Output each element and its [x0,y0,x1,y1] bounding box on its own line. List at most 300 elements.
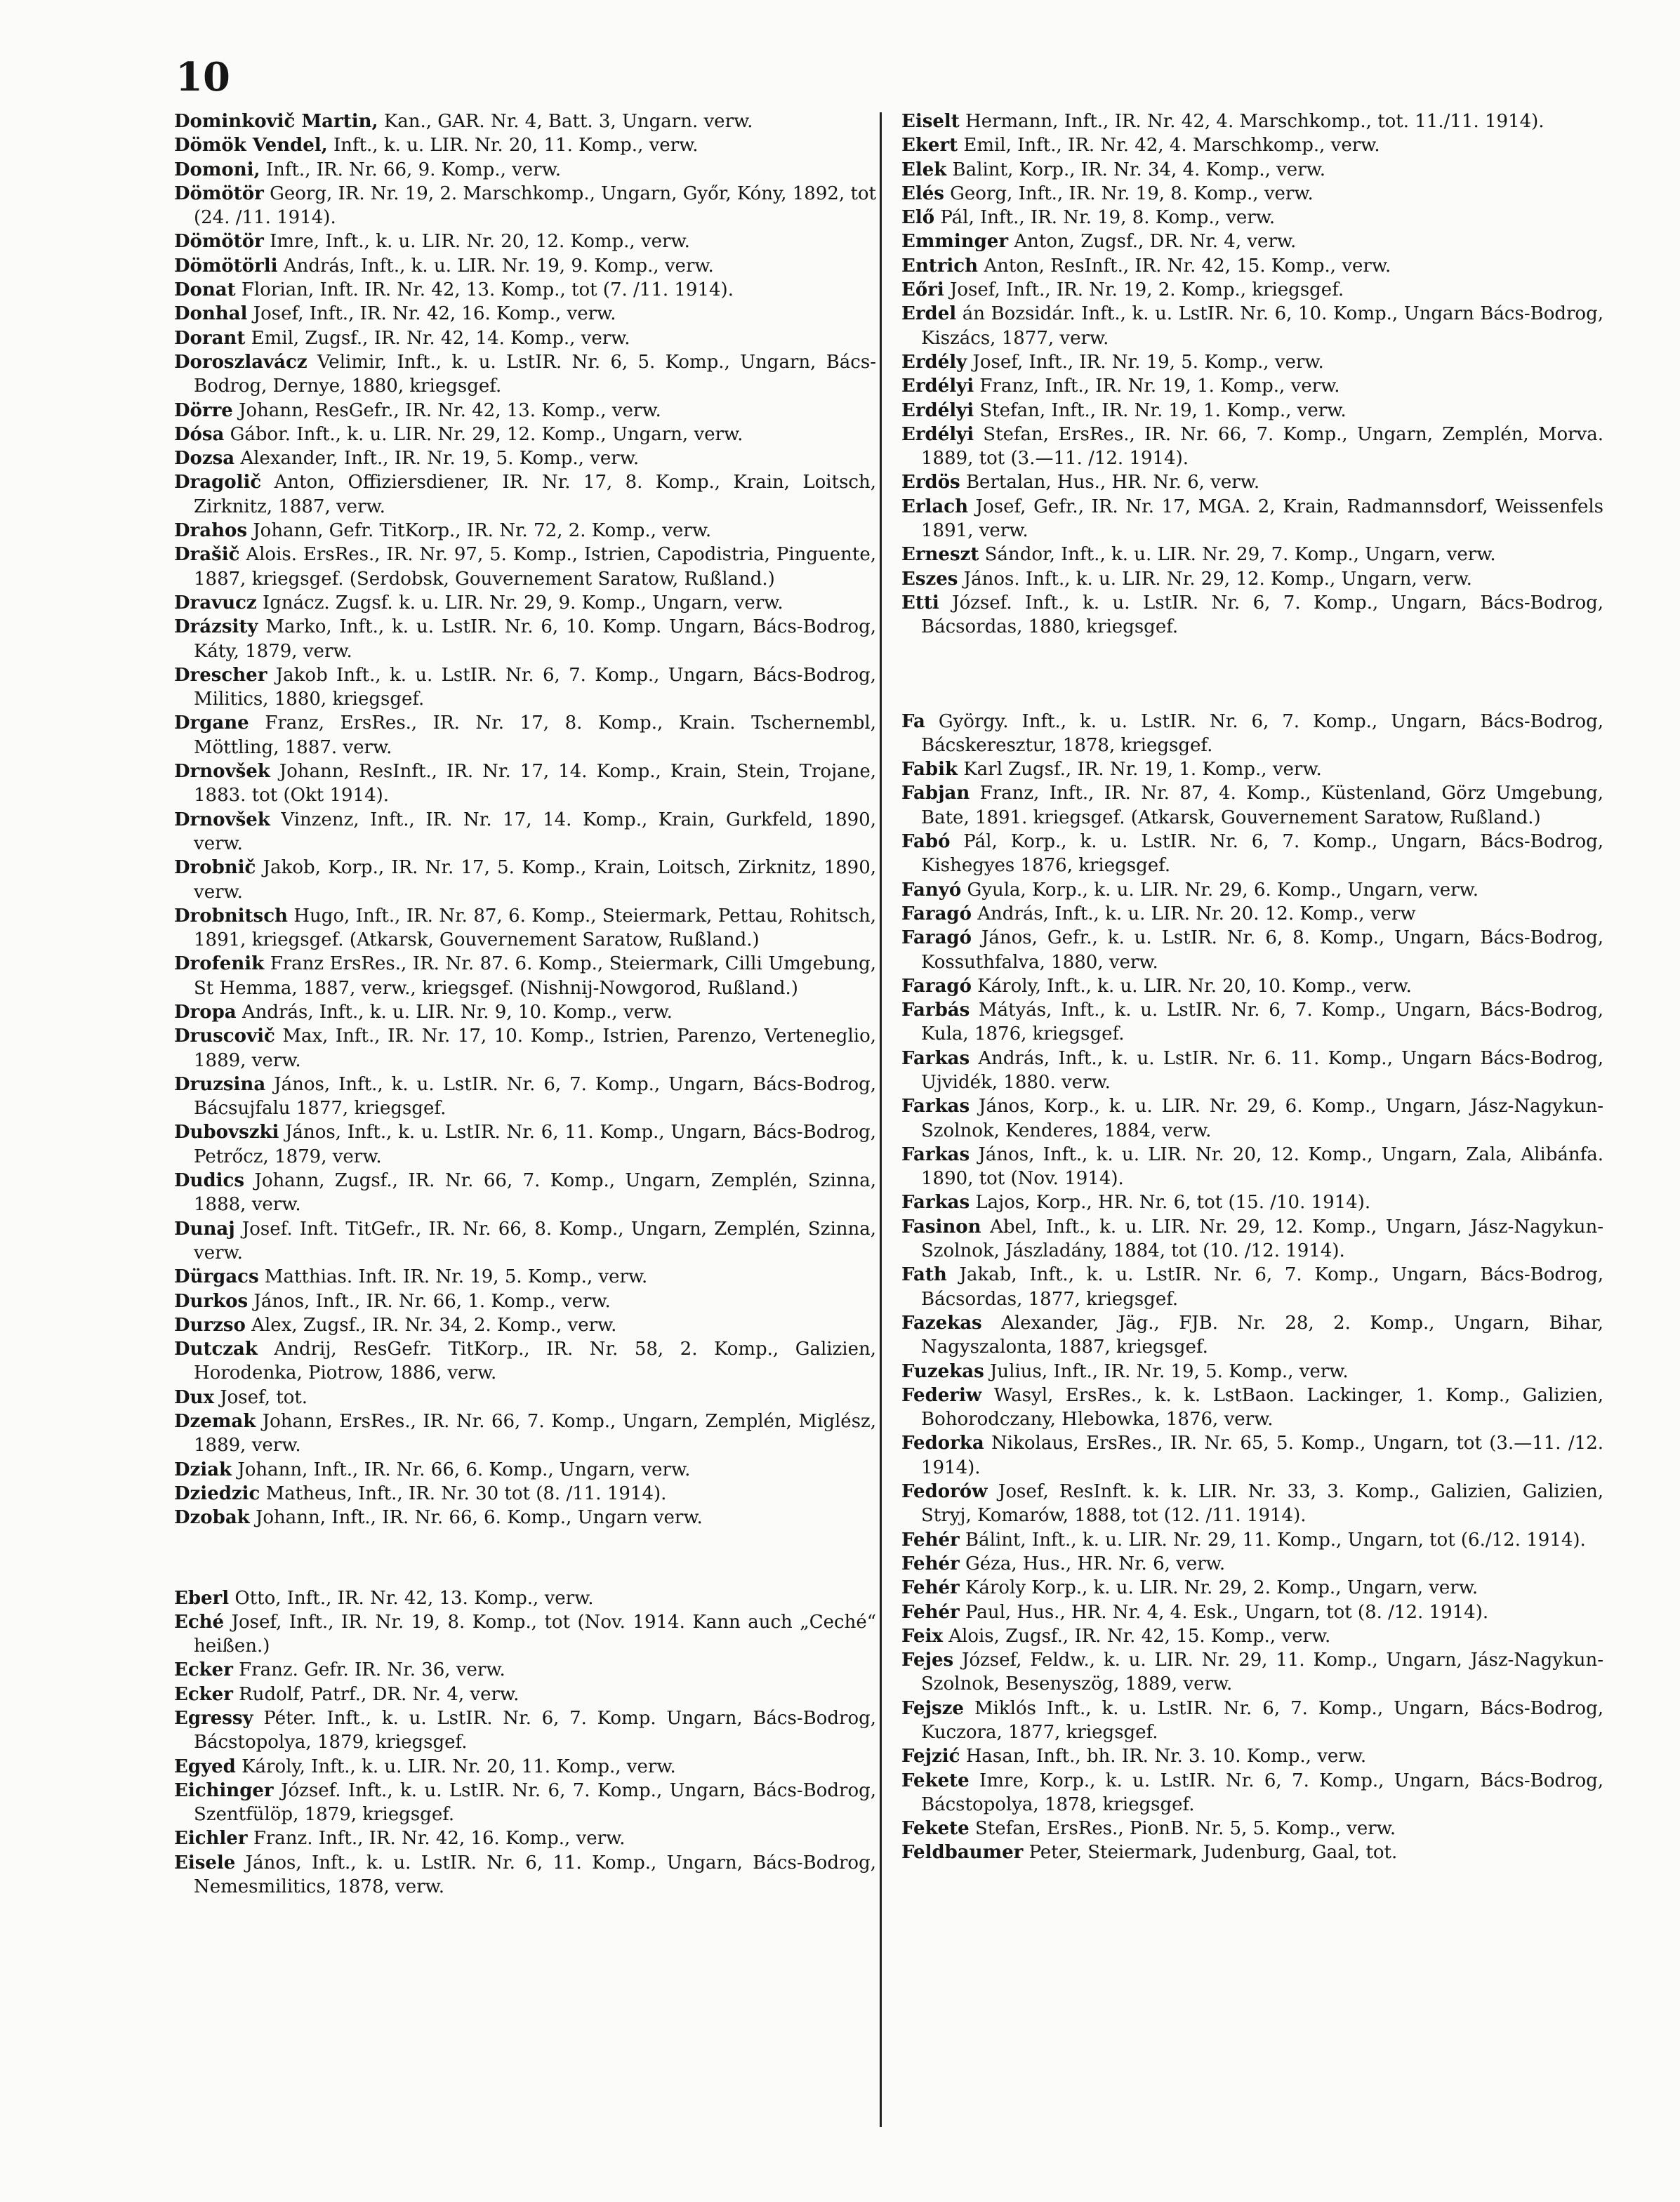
register-entry [901,710,1603,758]
entry-details: Franz. Gefr. IR. Nr. 36, verw. [239,1659,505,1681]
entry-details: Matheus, Inft., IR. Nr. 30 tot (8. /11. 1914). [265,1483,667,1504]
register-entry [174,711,876,760]
entry-surname: Dömötör [174,231,264,253]
section-gap [901,639,1603,710]
register-entry [901,1431,1603,1480]
entry-surname: Dörre [174,399,233,421]
register-entry [901,1769,1603,1817]
entry-surname: Fehér [901,1553,960,1574]
entry-details: Franz. Inft., IR. Nr. 42, 16. Komp., verw. [253,1828,626,1850]
register-entry [174,1610,876,1659]
entry-details: Karl Zugsf., IR. Nr. 19, 1. Komp., verw. [963,759,1322,781]
entry-details: Andrij, ResGefr. TitKorp., IR. Nr. 58, 2. Komp., Galizien, Horodenka, Piotrow, 1886, verw. [194,1339,877,1384]
register-entry [174,808,876,856]
entry-surname: Dropa [174,1001,237,1023]
entry-surname: Farbás [901,1000,970,1021]
register-entry [174,1289,876,1313]
entry-surname: Erlach [901,496,968,517]
entry-surname: Farkas [901,1047,970,1069]
entry-surname: Faragó [901,927,972,949]
entry-details: Stefan, Inft., IR. Nr. 19, 1. Komp., verw. [979,399,1347,421]
entry-surname: Dömötörli [174,255,278,277]
entry-details: Otto, Inft., IR. Nr. 42, 13. Komp., verw. [234,1587,594,1609]
entry-surname: Dzobak [174,1507,250,1529]
entry-details: Georg, Inft., IR. Nr. 19, 8. Komp., verw. [950,183,1314,204]
register-entry [901,495,1603,543]
register-entry [901,1311,1603,1360]
entry-surname: Dürgacs [174,1266,259,1288]
register-entry [174,1826,876,1850]
entry-surname: Drobnitsch [174,905,288,927]
entry-details: Paul, Hus., HR. Nr. 4, 4. Esk., Ungarn, tot (8. /12. 1914). [965,1601,1489,1623]
entry-surname: Erdélyi [901,376,974,397]
entry-surname: Fehér [901,1601,960,1623]
register-entry [174,254,876,278]
entry-surname: Erneszt [901,544,979,566]
entry-surname: Fekete [901,1770,970,1791]
register-entry [174,1755,876,1779]
entry-surname: Fedorów [901,1481,988,1503]
column-divider [880,112,882,2127]
entry-details: András, Inft., k. u. LIR. Nr. 9, 10. Komp., verw. [242,1001,673,1023]
entry-surname: Eisele [174,1852,236,1873]
register-entry [901,543,1603,566]
entry-surname: Dragolič [174,472,262,493]
register-entry [174,1265,876,1289]
register-entry [901,1480,1603,1528]
register-entry [174,133,876,157]
entry-details: Mátyás, Inft., k. u. LstIR. Nr. 6, 7. Komp., Ungarn, Bács-Bodrog, Kula, 1876, kriegsgef. [921,1000,1603,1045]
register-entry [901,1143,1603,1191]
entry-details: János, Inft., k. u. LstIR. Nr. 6, 7. Komp., Ungarn, Bács-Bodrog, Bácsujfalu 1877, kriegsgef. [194,1073,877,1120]
register-entry [901,1263,1603,1311]
entry-details: János, Inft., k. u. LIR. Nr. 20, 12. Komp., Ungarn, Zala, Alibánfa. 1890, tot (Nov. 1914). [921,1143,1603,1190]
register-entry [901,591,1603,639]
entry-details: Sándor, Inft., k. u. LIR. Nr. 29, 7. Komp., Ungarn, verw. [984,544,1496,566]
entry-details: Imre, Korp., k. u. LstIR. Nr. 6, 7. Komp., Ungarn, Bács-Bodrog, Bácstopolya, 1878, kriegsgef. [921,1770,1604,1815]
entry-surname: Fekete [901,1818,970,1840]
entry-surname: Dravucz [174,592,257,613]
entry-details: Géza, Hus., HR. Nr. 6, verw. [965,1553,1226,1574]
entry-details: József. Inft., k. u. LstIR. Nr. 6, 7. Komp., Ungarn, Bács-Bodrog, Bácsordas, 1880, kriegsgef. [921,592,1604,638]
entry-surname: Drnovšek [174,809,270,830]
register-entry [901,1047,1603,1095]
entry-details: Abel, Inft., k. u. LIR. Nr. 29, 12. Komp., Ungarn, Jász-Nagykun-Szolnok, Jászladány, 1884, tot (10. /12. 1914). [921,1216,1603,1262]
entry-surname: Farkas [901,1143,970,1165]
entry-surname: Fanyó [901,879,962,901]
register-entry [174,663,876,712]
entry-details: Marko, Inft., k. u. LstIR. Nr. 6, 10. Komp. Ungarn, Bács-Bodrog, Káty, 1879, verw. [194,616,876,662]
entry-surname: Fa [901,710,925,732]
entry-surname: Drescher [174,664,267,686]
entry-details: Josef, Inft., IR. Nr. 42, 16. Komp., verw. [253,303,616,325]
entry-surname: Entrich [901,255,979,277]
entry-surname: Doroszlavácz [174,351,307,373]
entry-details: Lajos, Korp., HR. Nr. 6, tot (15. /10. 1914). [975,1192,1371,1214]
entry-details: Johann, ResGefr., IR. Nr. 42, 13. Komp., verw. [239,399,661,421]
entry-surname: Elő [901,207,935,229]
entry-details: Emil, Zugsf., IR. Nr. 42, 14. Komp., verw. [251,327,630,349]
register-entry [174,1586,876,1610]
entry-details: Franz, Inft., IR. Nr. 87, 4. Komp., Küstenland, Görz Umgebung, Bate, 1891. kriegsgef. (Atkarsk, Gouvernement Saratow, Rußland.) [921,783,1604,828]
entry-details: Josef, Gefr., IR. Nr. 17, MGA. 2, Krain, Radmannsdorf, Weissenfels 1891, verw. [921,496,1604,542]
entry-details: Gyula, Korp., k. u. LIR. Nr. 29, 6. Komp., Ungarn, verw. [967,879,1479,901]
register-entry [901,1094,1603,1143]
entry-details: Anton, ResInft., IR. Nr. 42, 15. Komp., verw. [984,255,1391,277]
entry-surname: Fabik [901,759,958,781]
entry-details: Bálint, Inft., k. u. LIR. Nr. 29, 11. Komp., Ungarn, tot (6./12. 1914). [965,1529,1586,1551]
entry-details: Franz, ErsRes., IR. Nr. 17, 8. Komp., Krain. Tschernembl, Möttling, 1887. verw. [194,712,877,758]
entry-details: András, Inft., k. u. LstIR. Nr. 6. 11. Komp., Ungarn Bács-Bodrog, Ujvidék, 1880. verw. [921,1047,1604,1093]
register-entry [901,1840,1603,1864]
entry-surname: Erdel [901,303,957,325]
entry-details: Florian, Inft. IR. Nr. 42, 13. Komp., tot (7. /11. 1914). [241,279,734,301]
entry-surname: Dziedzic [174,1483,260,1504]
register-entry [901,1190,1603,1214]
register-entry [174,952,876,1000]
register-entry [174,326,876,350]
register-entry [174,1506,876,1530]
register-entry [174,1337,876,1386]
entry-surname: Federiw [901,1384,982,1406]
entry-surname: Drgane [174,712,249,734]
entry-details: Gábor. Inft., k. u. LIR. Nr. 29, 12. Komp., Ungarn, verw. [230,423,743,445]
left-column [174,110,876,1899]
entry-details: Wasyl, ErsRes., k. k. LstBaon. Lackinger, 1. Komp., Galizien, Bohorodczany, Hlebowka, 1876, verw. [921,1384,1604,1431]
entry-surname: Dubovszki [174,1122,279,1143]
entry-details: Matthias. Inft. IR. Nr. 19, 5. Komp., verw. [264,1266,648,1288]
entry-surname: Durkos [174,1290,249,1312]
register-entry [901,374,1603,398]
entry-details: János, Inft., k. u. LstIR. Nr. 6, 11. Komp., Ungarn, Bács-Bodrog, Petrőcz, 1879, verw. [194,1122,876,1167]
entry-surname: Dömötör [174,183,264,204]
entry-details: Max, Inft., IR. Nr. 17, 10. Komp., Istrien, Parenzo, Verteneglio, 1889, verw. [194,1026,876,1071]
entry-details: Károly, Inft., k. u. LIR. Nr. 20, 11. Komp., verw. [242,1756,676,1777]
register-entry [901,230,1603,253]
register-entry [174,278,876,302]
entry-surname: Emminger [901,231,1009,253]
entry-details: Johann, Inft., IR. Nr. 66, 6. Komp., Ungarn verw. [255,1507,703,1529]
entry-surname: Fejzić [901,1746,960,1767]
register-entry [901,926,1603,974]
entry-surname: Feldbaumer [901,1842,1024,1864]
entry-details: Josef, Inft., IR. Nr. 19, 5. Komp., verw. [972,351,1324,373]
register-entry [174,1313,876,1337]
register-entry [901,998,1603,1047]
entry-surname: Etti [901,592,939,613]
register-entry [901,254,1603,278]
right-column [901,110,1603,1865]
register-entry [901,133,1603,157]
entry-surname: Drofenik [174,953,265,975]
register-entry [901,470,1603,494]
register-entry [901,1817,1603,1840]
entry-details: Anton, Zugsf., DR. Nr. 4, verw. [1014,231,1297,253]
register-entry [901,567,1603,591]
entry-surname: Farkas [901,1096,970,1117]
entry-details: József. Inft., k. u. LstIR. Nr. 6, 7. Komp., Ungarn, Bács-Bodrog, Szentfülöp, 1879, kriegsgef. [194,1779,877,1826]
register-entry [174,1851,876,1899]
entry-surname: Dominkovič Martin, [174,111,378,132]
entry-details: Josef, tot. [220,1386,308,1408]
register-entry [174,1000,876,1024]
entry-surname: Dunaj [174,1218,235,1240]
entry-details: Pál, Inft., IR. Nr. 19, 8. Komp., verw. [940,207,1276,229]
entry-surname: Erdély [901,351,967,373]
entry-surname: Eichler [174,1828,248,1850]
entry-details: Miklós Inft., k. u. LstIR. Nr. 6, 7. Komp., Ungarn, Bács-Bodrog, Kuczora, 1877, kriegsgef. [921,1697,1603,1743]
entry-details: János, Korp., k. u. LIR. Nr. 29, 6. Komp., Ungarn, Jász-Nagykun-Szolnok, Kenderes, 1884, verw. [921,1096,1604,1141]
entry-details: Stefan, ErsRes., PionB. Nr. 5, 5. Komp., verw. [974,1818,1396,1840]
register-entry [901,757,1603,781]
register-entry [174,615,876,663]
entry-surname: Dux [174,1386,214,1408]
entry-surname: Egressy [174,1708,253,1729]
entry-surname: Dzemak [174,1411,256,1433]
entry-surname: Fehér [901,1529,960,1551]
entry-surname: Fejes [901,1650,954,1671]
entry-surname: Fehér [901,1577,960,1599]
entry-surname: Eiselt [901,111,960,132]
register-entry [901,1697,1603,1745]
entry-surname: Drnovšek [174,761,270,783]
entry-surname: Faragó [901,975,972,997]
entry-surname: Eőri [901,279,944,301]
entry-details: Georg, IR. Nr. 19, 2. Marschkomp., Ungarn, Győr, Kóny, 1892, tot (24. /11. 1914). [194,183,876,229]
entry-surname: Donhal [174,303,248,325]
entry-details: Stefan, ErsRes., IR. Nr. 66, 7. Komp., Ungarn, Zemplén, Morva. 1889, tot (3.—11. /12. 1914). [921,423,1604,470]
entry-surname: Erdös [901,472,960,493]
entry-surname: Eberl [174,1587,230,1609]
entry-surname: Drašič [174,544,240,566]
entry-surname: Domoni, [174,159,260,180]
entry-details: Johann, ErsRes., IR. Nr. 66, 7. Komp., Ungarn, Zemplén, Miglész, 1889, verw. [194,1411,876,1457]
entry-details: Jakab, Inft., k. u. LstIR. Nr. 6, 7. Komp., Ungarn, Bács-Bodrog, Bácsordas, 1877, kriegsgef. [921,1264,1604,1310]
entry-details: Jakob Inft., k. u. LstIR. Nr. 6, 7. Komp., Ungarn, Bács-Bodrog, Militics, 1880, kriegsgef. [194,664,877,710]
entry-details: János, Inft., IR. Nr. 66, 1. Komp., verw. [253,1290,611,1312]
register-entry [901,830,1603,878]
register-entry [174,399,876,423]
entry-surname: Druzsina [174,1073,266,1095]
entry-details: Jakob, Korp., IR. Nr. 17, 5. Komp., Krain, Loitsch, Zirknitz, 1890, verw. [194,857,877,903]
entry-surname: Fasinon [901,1216,981,1238]
entry-details: Velimir, Inft., k. u. LstIR. Nr. 6, 5. Komp., Ungarn, Bács-Bodrog, Dernye, 1880, kriegsgef. [194,351,876,397]
register-entry [901,902,1603,926]
entry-surname: Durzso [174,1314,246,1336]
entry-details: Alex, Zugsf., IR. Nr. 34, 2. Komp., verw. [251,1314,617,1336]
register-entry [901,781,1603,830]
register-entry [174,1386,876,1410]
entry-details: Josef, Inft., IR. Nr. 19, 2. Komp., kriegsgef. [950,279,1344,301]
register-entry [174,1706,876,1755]
register-entry [901,1360,1603,1384]
entry-surname: Donat [174,279,236,301]
entry-surname: Feix [901,1625,943,1647]
register-entry [901,1215,1603,1264]
register-entry [174,1458,876,1482]
register-entry [174,1779,876,1827]
register-entry [174,446,876,470]
entry-surname: Dósa [174,423,225,445]
entry-details: Inft., IR. Nr. 66, 9. Komp., verw. [265,159,562,180]
register-entry [901,1624,1603,1648]
register-entry [174,1482,876,1506]
entry-details: Károly Korp., k. u. LIR. Nr. 29, 2. Komp., Ungarn, verw. [965,1577,1479,1599]
entry-details: Julius, Inft., IR. Nr. 19, 5. Komp., verw. [989,1360,1349,1382]
register-entry [901,1600,1603,1624]
entry-details: András, Inft., k. u. LIR. Nr. 20. 12. Komp., verw [977,903,1416,924]
register-entry [901,974,1603,998]
entry-surname: Dorant [174,327,246,349]
register-entry [174,1217,876,1266]
entry-details: Franz ErsRes., IR. Nr. 87. 6. Komp., Steiermark, Cilli Umgebung, St Hemma, 1887, verw., kriegsgef. (Nishnij-Nowgorod, Rußland.) [194,953,877,999]
register-entry [174,1658,876,1682]
entry-details: Johann, Zugsf., IR. Nr. 66, 7. Komp., Ungarn, Zemplén, Szinna, 1888, verw. [194,1170,877,1216]
entry-details: Károly, Inft., k. u. LIR. Nr. 20, 10. Komp., verw. [977,975,1412,997]
entry-surname: Erdélyi [901,399,974,421]
entry-details: Alexander, Jäg., FJB. Nr. 28, 2. Komp., Ungarn, Bihar, Nagyszalonta, 1887, kriegsgef. [921,1312,1604,1358]
register-entry [174,1024,876,1073]
register-entry [901,1552,1603,1576]
register-entry [174,1410,876,1458]
register-entry [174,1073,876,1121]
entry-details: Kan., GAR. Nr. 4, Batt. 3, Ungarn. verw. [383,111,753,132]
entry-details: Emil, Inft., IR. Nr. 42, 4. Marschkomp., verw. [963,135,1380,157]
entry-details: Johann, ResInft., IR. Nr. 17, 14. Komp., Krain, Stein, Trojane, 1883. tot (Okt 1914). [194,761,877,807]
entry-surname: Dozsa [174,448,235,470]
entry-surname: Dömök Vendel, [174,135,328,157]
entry-details: Josef, Inft., IR. Nr. 19, 8. Komp., tot (Nov. 1914. Kann auch „Ceché“ heißen.) [194,1611,877,1657]
register-entry [174,760,876,808]
register-entry [901,206,1603,230]
entry-surname: Elés [901,183,944,204]
register-entry [174,423,876,446]
register-entry [901,1384,1603,1432]
register-entry [174,470,876,519]
entry-details: Alexander, Inft., IR. Nr. 19, 5. Komp., verw. [240,448,640,470]
entry-surname: Ecker [174,1659,233,1681]
entry-details: Rudolf, Patrf., DR. Nr. 4, verw. [239,1683,520,1705]
register-entry [901,302,1603,350]
register-entry [901,1744,1603,1768]
entry-surname: Farkas [901,1192,970,1214]
entry-details: Nikolaus, ErsRes., IR. Nr. 65, 5. Komp., Ungarn, tot (3.—11. /12. 1914). [921,1433,1604,1478]
entry-details: Alois, Zugsf., IR. Nr. 42, 15. Komp., verw. [948,1625,1331,1647]
entry-details: Hasan, Inft., bh. IR. Nr. 3. 10. Komp., verw. [965,1746,1367,1767]
register-entry [901,182,1603,206]
entry-surname: Egyed [174,1756,236,1777]
entry-details: Pál, Korp., k. u. LstIR. Nr. 6, 7. Komp., Ungarn, Bács-Bodrog, Kishegyes 1876, kriegsgef. [921,831,1604,877]
entry-surname: Fedorka [901,1433,984,1454]
entry-details: Bertalan, Hus., HR. Nr. 6, verw. [965,472,1260,493]
register-entry [174,519,876,543]
entry-details: Johann, Inft., IR. Nr. 66, 6. Komp., Ungarn, verw. [237,1459,691,1480]
entry-surname: Fuzekas [901,1360,984,1382]
entry-surname: Eszes [901,568,958,590]
entry-details: Hermann, Inft., IR. Nr. 42, 4. Marschkomp., tot. 11./11. 1914). [965,111,1545,132]
entry-details: András, Inft., k. u. LIR. Nr. 19, 9. Komp., verw. [283,255,714,277]
register-entry [901,158,1603,182]
entry-details: Balint, Korp., IR. Nr. 34, 4. Komp., verw. [952,159,1326,180]
entry-surname: Dziak [174,1459,232,1480]
entry-surname: Fejsze [901,1697,964,1719]
register-entry [901,110,1603,133]
section-gap [174,1530,876,1586]
entry-details: György. Inft., k. u. LstIR. Nr. 6, 7. Komp., Ungarn, Bács-Bodrog, Bácskeresztur, 1878, kriegsgef. [921,710,1603,756]
entry-details: Hugo, Inft., IR. Nr. 87, 6. Komp., Steiermark, Pettau, Rohitsch, 1891, kriegsgef. (Atkarsk, Gouvernement Saratow, Rußland.) [194,905,877,951]
register-entry [174,543,876,591]
register-entry [901,1528,1603,1552]
entry-surname: Eché [174,1611,225,1633]
entry-surname: Dudics [174,1170,244,1192]
register-entry [174,1683,876,1706]
entry-details: Franz, Inft., IR. Nr. 19, 1. Komp., verw. [979,376,1340,397]
entry-details: Vinzenz, Inft., IR. Nr. 17, 14. Komp., Krain, Gurkfeld, 1890, verw. [194,809,876,854]
register-entry [174,158,876,182]
entry-details: Josef. Inft. TitGefr., IR. Nr. 66, 8. Komp., Ungarn, Zemplén, Szinna, verw. [194,1218,877,1264]
entry-details: Imre, Inft., k. u. LIR. Nr. 20, 12. Komp., verw. [270,231,690,253]
entry-surname: Drázsity [174,616,258,638]
entry-surname: Druscovič [174,1026,275,1047]
entry-surname: Fabjan [901,783,970,804]
entry-details: Anton, Offiziersdiener, IR. Nr. 17, 8. Komp., Krain, Loitsch, Zirknitz, 1887, verw. [194,472,876,517]
register-entry [174,230,876,253]
entry-details: Peter, Steiermark, Judenburg, Gaal, tot. [1028,1842,1398,1864]
entry-details: János, Gefr., k. u. LstIR. Nr. 6, 8. Komp., Ungarn, Bács-Bodrog, Kossuthfalva, 1880, verw. [921,927,1604,973]
entry-surname: Fath [901,1264,947,1286]
entry-surname: Drahos [174,520,247,542]
entry-surname: Ecker [174,1683,233,1705]
entry-surname: Fazekas [901,1312,982,1334]
register-entry [901,1648,1603,1697]
entry-details: Johann, Gefr. TitKorp., IR. Nr. 72, 2. Komp., verw. [253,520,712,542]
entry-details: János. Inft., k. u. LIR. Nr. 29, 12. Komp., Ungarn, verw. [963,568,1472,590]
register-entry [174,1120,876,1169]
entry-surname: Elek [901,159,947,180]
register-entry [174,182,876,230]
register-entry [901,278,1603,302]
register-entry [901,399,1603,423]
entry-details: József, Feldw., k. u. LIR. Nr. 29, 11. Komp., Ungarn, Jász-Nagykun-Szolnok, Besenyszög, 1889, verw. [921,1650,1604,1695]
register-entry [174,1169,876,1217]
entry-surname: Erdélyi [901,423,974,445]
page-number: 10 [176,54,230,100]
register-entry [174,856,876,904]
entry-surname: Faragó [901,903,972,924]
entry-surname: Dutczak [174,1339,258,1360]
register-entry [901,423,1603,471]
entry-surname: Drobnič [174,857,256,879]
register-entry [174,110,876,133]
entry-details: Ignácz. Zugsf. k. u. LIR. Nr. 29, 9. Komp., Ungarn, verw. [262,592,783,613]
entry-details: János, Inft., k. u. LstIR. Nr. 6, 11. Komp., Ungarn, Bács-Bodrog, Nemesmilitics, 1878, verw. [194,1852,876,1898]
entry-details: án Bozsidár. Inft., k. u. LstIR. Nr. 6, 10. Komp., Ungarn Bács-Bodrog, Kiszács, 1877, verw. [921,303,1603,349]
register-entry [901,878,1603,902]
register-entry [901,350,1603,374]
register-entry [174,302,876,326]
entry-surname: Fabó [901,831,951,853]
entry-surname: Eichinger [174,1779,274,1801]
entry-surname: Ekert [901,135,958,157]
register-entry [901,1576,1603,1600]
register-entry [174,904,876,953]
entry-details: Inft., k. u. LIR. Nr. 20, 11. Komp., verw. [333,135,699,157]
register-entry [174,591,876,615]
entry-details: Josef, ResInft. k. k. LIR. Nr. 33, 3. Komp., Galizien, Galizien, Stryj, Komarów, 1888, tot (12. /11. 1914). [921,1481,1604,1527]
register-entry [174,350,876,399]
entry-details: Péter. Inft., k. u. LstIR. Nr. 6, 7. Komp. Ungarn, Bács-Bodrog, Bácstopolya, 1879, kriegsgef. [194,1708,877,1753]
entry-details: Alois. ErsRes., IR. Nr. 97, 5. Komp., Istrien, Capodistria, Pinguente, 1887, kriegsgef. (Serdobsk, Gouvernement Saratow, Rußland.) [194,544,877,590]
